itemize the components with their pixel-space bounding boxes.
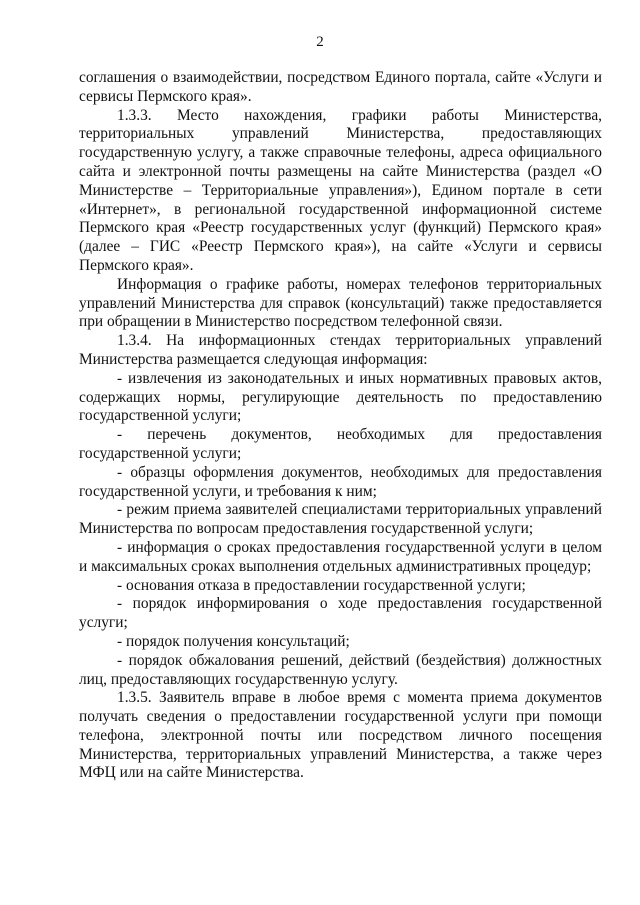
document-body [79, 69, 602, 783]
list-item-legal-extracts: - извлечения из законодательных и иных нормативных правовых актов, содержащих нормы, регулирующие деятельность по предоставлению государственной услуги; [79, 369, 602, 425]
paragraph-1-3-5: 1.3.5. Заявитель вправе в любое время с момента приема документов получать сведения о предоставлении государственной услуги при помощи телефона, электронной почты или посредством личного посещения Министерства, территориальных управлений Министерства, а также через МФЦ или на сайте Министерства. [79, 689, 602, 782]
list-item-documents-list: - перечень документов, необходимых для предоставления государственной услуги; [79, 426, 602, 462]
list-item-refusal-grounds: - основания отказа в предоставлении государственной услуги; [117, 576, 526, 594]
list-item-document-samples: - образцы оформления документов, необходимых для предоставления государственной услуги, и требования к ним; [79, 463, 602, 500]
page-number: 2 [316, 34, 324, 50]
list-item-appeals: - порядок обжалования решений, действий (бездействия) должностных лиц, предоставляющих государственную услугу. [79, 651, 602, 688]
paragraph-1-3-4: 1.3.4. На информационных стендах территориальных управлений Министерства размещается следующая информация: [79, 332, 602, 368]
list-item-progress-info: - порядок информирования о ходе предоставления государственной услуги; [79, 595, 602, 632]
list-item-deadlines: - информация о сроках предоставления государственной услуги в целом и максимальных сроках выполнения отдельных административных процедур; [79, 538, 602, 575]
list-item-consultations: - порядок получения консультаций; [117, 632, 350, 650]
paragraph-schedule-info: Информация о графике работы, номерах телефонов территориальных управлений Министерства для справок (консультаций) также предоставляется при обращении в Министерство посредством телефонной связи. [79, 275, 602, 331]
paragraph-continuation: соглашения о взаимодействии, посредством Единого портала, сайте «Услуги и сервисы Пермского края». [79, 69, 602, 105]
paragraph-1-3-3: 1.3.3. Место нахождения, графики работы Министерства, территориальных управлений Министерства, предоставляющих государственную услугу, а также справочные телефоны, адреса официального сайта и электронной почты размещены на сайте Министерства (раздел «О Министерстве – Территориальные управления»), Едином портале в сети «Интернет», в региональной государственной информационной системе Пермского края «Реестр государственных услуг (функций) Пермского края» (далее – ГИС «Реестр Пермского края»), на сайте «Услуги и сервисы Пермского края». [79, 106, 602, 274]
list-item-reception-hours: - режим приема заявителей специалистами территориальных управлений Министерства по вопросам предоставления государственной услуги; [79, 501, 602, 538]
